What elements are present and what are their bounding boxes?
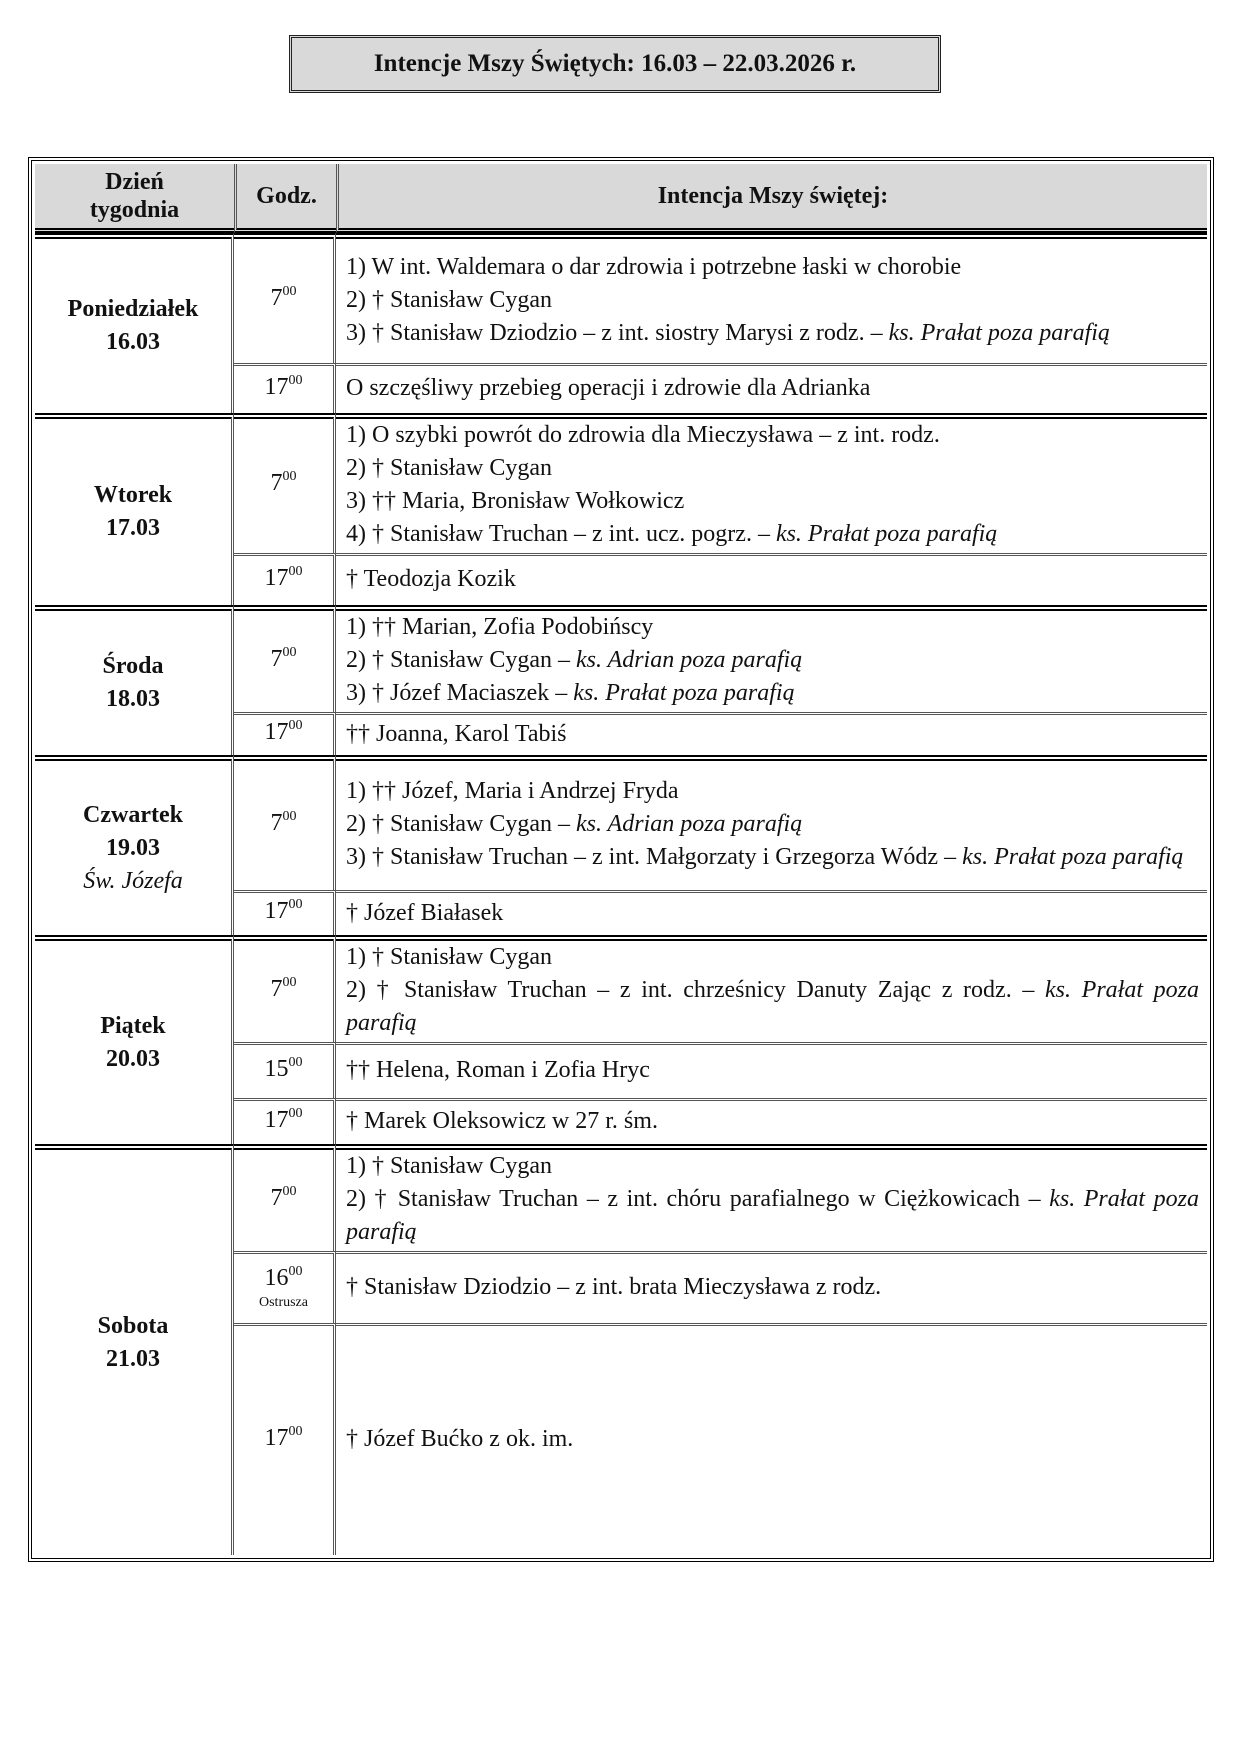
mass-hour: 7	[270, 1184, 283, 1211]
mass-minutes: 00	[282, 284, 297, 299]
intention-note: ks. Adrian poza parafią	[575, 811, 803, 837]
header-day	[35, 164, 234, 233]
intention-text: † Teodozja Kozik	[346, 566, 516, 592]
intention-text: 2) † Stanisław Cygan –	[346, 647, 570, 673]
intention-text: †† Joanna, Karol Tabiś	[346, 720, 567, 747]
mass-minutes: 00	[288, 1423, 303, 1439]
intention-text: 1) † Stanisław Cygan	[346, 944, 552, 970]
intention-line	[346, 974, 1199, 1040]
intentions-table	[35, 164, 1207, 1555]
intention-note: ks. Prałat poza parafią	[888, 319, 1110, 346]
intention-cell	[336, 413, 1207, 553]
intention-text: † Józef Bućko z ok. im.	[346, 1426, 574, 1452]
intention-cell	[336, 553, 1207, 605]
intention-text: 2) † Stanisław Truchan – z int. chóru parafialnego w Ciężkowicach –	[346, 1186, 1041, 1212]
table-row	[35, 233, 1207, 363]
intention-note: ks. Adrian poza parafią	[575, 647, 803, 673]
day-name: Czwartek	[83, 801, 183, 828]
intention-line	[346, 284, 1199, 317]
intention-cell	[336, 755, 1207, 890]
intention-line	[346, 1150, 1199, 1183]
day-cell	[35, 755, 234, 935]
mass-minutes: 00	[288, 1054, 303, 1070]
mass-place: Ostrusza	[259, 1294, 308, 1310]
mass-time	[234, 890, 336, 935]
day-name: Sobota	[97, 1313, 169, 1339]
intention-note: ks. Prałat poza parafią	[962, 844, 1184, 870]
intention-note: ks. Prałat poza parafią	[346, 1186, 1200, 1245]
intention-text: † Marek Oleksowicz w 27 r. śm.	[346, 1108, 658, 1134]
table-body	[35, 233, 1207, 1555]
mass-hour: 17	[264, 373, 289, 400]
intention-line	[346, 718, 1199, 751]
mass-hour: 17	[264, 1106, 289, 1133]
day-cell	[35, 233, 234, 413]
intention-line	[346, 611, 1199, 644]
intention-text: 3) †† Maria, Bronisław Wołkowicz	[346, 488, 685, 514]
day-name: Poniedziałek	[67, 296, 199, 322]
table-row	[35, 755, 1207, 890]
intention-line	[346, 775, 1199, 808]
intention-cell	[336, 1042, 1207, 1098]
mass-time	[234, 233, 336, 363]
day-cell	[35, 413, 234, 605]
header-intention: Intencja Mszy świętej:	[336, 164, 1207, 233]
mass-time	[234, 935, 336, 1042]
intention-cell	[336, 1251, 1207, 1323]
intention-line	[346, 563, 1199, 596]
intention-text: 4) † Stanisław Truchan – z int. ucz. pogrz. –	[346, 521, 770, 547]
mass-time	[234, 755, 336, 890]
day-name: Środa	[102, 653, 164, 679]
day-cell	[35, 605, 234, 755]
intention-text: 2) † Stanisław Cygan	[346, 455, 552, 481]
intention-note: ks. Prałat poza parafią	[346, 977, 1199, 1036]
intention-text: 1) †† Marian, Zofia Podobińscy	[346, 614, 654, 640]
table-row	[35, 1144, 1207, 1251]
intention-text: 2) † Stanisław Cygan	[346, 286, 552, 313]
mass-hour: 17	[264, 898, 289, 924]
mass-hour: 15	[264, 1055, 289, 1082]
intention-cell	[336, 363, 1207, 413]
intention-text: † Józef Białasek	[346, 899, 504, 926]
table-header-row	[35, 164, 1207, 233]
intention-text: † Stanisław Dziodzio – z int. brata Mieczysława z rodz.	[346, 1274, 882, 1300]
mass-time	[234, 553, 336, 605]
intention-cell	[336, 1323, 1207, 1555]
intention-cell	[336, 712, 1207, 755]
intention-line	[346, 452, 1199, 485]
intention-line	[346, 419, 1199, 452]
table-row	[35, 605, 1207, 712]
mass-hour: 16	[264, 1264, 289, 1291]
day-name: Piątek	[100, 1012, 166, 1039]
day-cell	[35, 1144, 234, 1555]
intention-text: 1) †† Józef, Maria i Andrzej Fryda	[346, 778, 679, 804]
intention-text: 2) † Stanisław Truchan – z int. chrześnicy Danuty Zając z rodz. –	[346, 977, 1035, 1003]
intention-line	[346, 372, 1199, 405]
day-date: 20.03	[106, 1045, 160, 1072]
mass-minutes: 00	[282, 974, 297, 990]
mass-hour: 17	[264, 564, 289, 591]
mass-minutes: 00	[282, 808, 297, 824]
day-date: 21.03	[106, 1346, 160, 1372]
mass-hour: 7	[270, 285, 283, 311]
table-row	[35, 413, 1207, 553]
intention-line	[346, 841, 1199, 874]
intention-text: 3) † Stanisław Truchan – z int. Małgorzaty i Grzegorza Wódz –	[346, 844, 957, 870]
day-feast: Św. Józefa	[83, 867, 183, 894]
intention-cell	[336, 890, 1207, 935]
intention-line	[346, 941, 1199, 974]
intention-line	[346, 518, 1199, 551]
intention-cell	[336, 605, 1207, 712]
intention-line	[346, 317, 1199, 350]
mass-time	[234, 712, 336, 755]
intention-line	[346, 1105, 1199, 1138]
intentions-table-frame	[28, 157, 1214, 1562]
intention-note: ks. Prałat poza parafią	[775, 521, 998, 547]
intention-text: 1) † Stanisław Cygan	[346, 1153, 552, 1179]
mass-minutes: 00	[288, 563, 303, 579]
intention-line	[346, 644, 1199, 677]
mass-hour: 7	[270, 809, 283, 836]
document-title: Intencje Mszy Świętych: 16.03 – 22.03.2026 r.	[289, 35, 941, 93]
day-name: Wtorek	[93, 482, 173, 508]
mass-minutes: 00	[288, 1105, 303, 1121]
day-date: 16.03	[106, 329, 160, 355]
intention-note: ks. Prałat poza parafią	[573, 680, 795, 706]
intention-text: 1) O szybki powrót do zdrowia dla Mieczysława – z int. rodz.	[346, 422, 940, 448]
header-day-label: Dzień tygodnia	[89, 169, 180, 223]
mass-time	[234, 605, 336, 712]
mass-minutes: 00	[282, 1183, 297, 1199]
intention-text: 1) W int. Waldemara o dar zdrowia i potrzebne łaski w chorobie	[346, 253, 962, 280]
intention-line	[346, 808, 1199, 841]
intention-cell	[336, 935, 1207, 1042]
mass-minutes: 00	[282, 644, 297, 660]
intention-cell	[336, 1098, 1207, 1144]
mass-hour: 7	[270, 645, 283, 672]
mass-hour: 17	[264, 719, 289, 745]
intention-text: 3) † Stanisław Dziodzio – z int. siostry Marysi z rodz. –	[346, 319, 883, 346]
intention-text: O szczęśliwy przebieg operacji i zdrowie dla Adrianka	[346, 375, 871, 401]
mass-time	[234, 1251, 336, 1323]
mass-hour: 7	[270, 470, 283, 496]
mass-minutes: 00	[282, 469, 297, 484]
day-date: 17.03	[106, 515, 160, 541]
mass-time	[234, 1098, 336, 1144]
intention-text: 2) † Stanisław Cygan –	[346, 811, 570, 837]
header-time: Godz.	[234, 164, 336, 233]
table-row	[35, 935, 1207, 1042]
mass-minutes: 00	[288, 897, 303, 912]
mass-minutes: 00	[288, 718, 303, 733]
mass-hour: 17	[264, 1424, 289, 1451]
intention-text: 3) † Józef Maciaszek –	[346, 680, 568, 706]
mass-time	[234, 1323, 336, 1555]
intention-line	[346, 897, 1199, 930]
mass-time	[234, 363, 336, 413]
intention-line	[346, 1183, 1199, 1249]
mass-minutes: 00	[288, 372, 303, 388]
intention-line	[346, 1054, 1199, 1087]
day-cell	[35, 935, 234, 1144]
intention-line	[346, 251, 1199, 284]
intention-cell	[336, 233, 1207, 363]
intention-text: †† Helena, Roman i Zofia Hryc	[346, 1057, 650, 1083]
day-date: 18.03	[106, 686, 160, 712]
intention-line	[346, 1271, 1199, 1304]
intention-line	[346, 485, 1199, 518]
intention-cell	[336, 1144, 1207, 1251]
mass-hour: 7	[270, 975, 283, 1002]
day-date: 19.03	[106, 834, 160, 861]
mass-time	[234, 413, 336, 553]
intention-line	[346, 1423, 1199, 1456]
intention-line	[346, 677, 1199, 710]
mass-time	[234, 1144, 336, 1251]
mass-time	[234, 1042, 336, 1098]
mass-minutes: 00	[288, 1263, 303, 1279]
